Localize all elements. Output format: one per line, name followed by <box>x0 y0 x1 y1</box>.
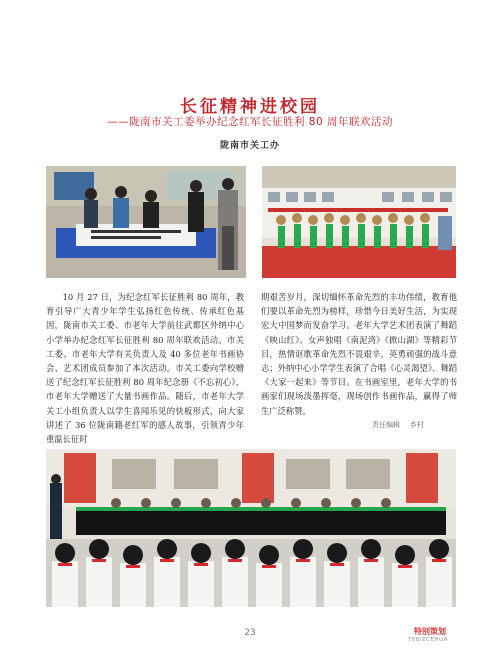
photo-student-audience <box>46 449 456 607</box>
photo-dance-performance <box>262 166 456 278</box>
article-body-right-column: 期艰苦岁月，深切缅怀革命先烈的丰功伟绩，教育他们要以革命先烈为榜样，珍惜今日美好生活，为实现宏大中国梦而发奋学习。老年大学艺术团表演了舞蹈《映山红》、女声独唱《南泥湾》《掀山湖》等精彩节目，热情讴歌革命先烈不畏艰辛、英勇顽强的战斗意志；外纳中心小学学生表演了合唱《心灵渴望》、舞蹈《大家一起来》等节目。在书画室里，老年大学的书画家们现场泼墨挥毫，现场创作书画作品，赢得了师生广泛称赞。 <box>261 292 457 416</box>
article-author: 陇南市关工办 <box>219 141 280 151</box>
column-name: 特别策划 <box>414 627 446 636</box>
page-number: 23 <box>244 628 256 638</box>
editor-credit <box>372 420 424 430</box>
article-title: 长征精神进校园 <box>180 97 320 117</box>
photo-calligraphy-session <box>46 166 246 278</box>
article-body-left-column: 10 月 27 日，为纪念红军长征胜利 80 周年，教育引导广大青少年学生弘扬红色传统、传承红色基因，陇南市关工委、市老年大学前往武都区外纳中心小学举办纪念红军长征胜利 80 周年联欢活动。市关工委、市老年大学有关负责人及 40 多位老年书画协会、艺术团成员参加了本次活动。市关工委向学校赠送了纪念红军长征胜利 80 周年纪念册《不忘初心》，市老年大学赠送了大量书画作品。随后，市老年大学关工小组负责人以学生喜闻乐见的快板形式，向大家讲述了 36 位陇南籍老红军的感人故事，引领青少年重温长征时 <box>46 292 244 445</box>
column-name-english: TEBIECEHUA <box>408 637 448 643</box>
editor-label: 责任编辑 <box>372 421 400 429</box>
article-subtitle: ——陇南市关工委举办纪念红军长征胜利 80 周年联欢活动 <box>106 116 394 128</box>
editor-name: 乡村 <box>410 421 424 429</box>
